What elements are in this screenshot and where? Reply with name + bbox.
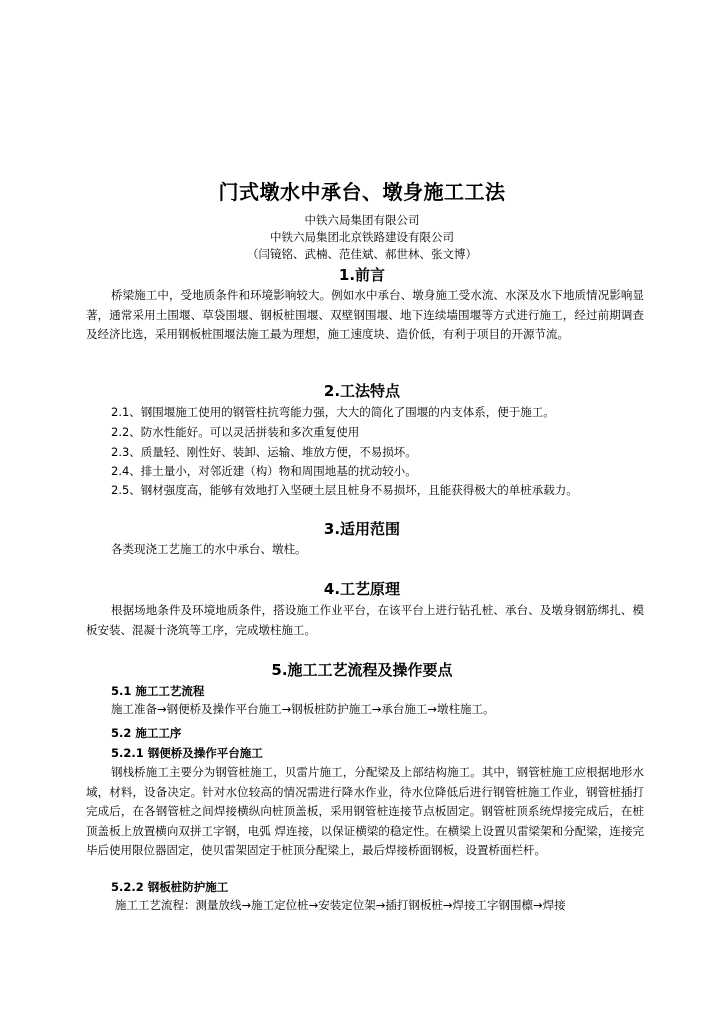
- section-heading-3: 3.适用范围: [323, 520, 401, 538]
- organization-line-1: 中铁六局集团有限公司: [304, 213, 420, 227]
- section-body-4: 根据场地条件及环境地质条件，搭设施工作业平台，在该平台上进行钻孔桩、承台、及墩身钢筋绑扎、模板安装、混凝十浇筑等工序，完成墩柱施工。: [86, 603, 644, 637]
- authors-line: （闫镜铭、武楠、范佳斌、郝世林、张文博）: [247, 247, 477, 261]
- list-item: 2.3、质量轻、刚性好、装卸、运输、堆放方便，不易损坏。: [111, 445, 417, 459]
- subsection-heading-5-2: 5.2 施工工序: [111, 726, 182, 740]
- section-heading-5: 5.施工工艺流程及操作要点: [271, 661, 453, 679]
- subsection-body-5-2-1: 钢栈桥施工主要分为钢管桩施工，贝雷片施工，分配梁及上部结构施工。其中，钢管桩施工应根据地形水域，材料，设备决定。针对水位较高的情况需进行降水作业，待水位降低后进行钢管桩施工作业，钢管桩插打完成后，在各钢管桩之间焊接横纵向桩顶盖板，采用钢管桩连接节点板固定。钢管桩顶系统焊接完成后，在桩顶盖板上放置横向双拼工字钢，电弧 焊连接，以保证横梁的稳定性。在横梁上设置贝雷梁架和分配梁，连接完毕后使用限位器固定，使贝雷架固定于桩顶分配梁上，最后焊接桥面钢板，设置桥面栏杆。: [86, 765, 644, 857]
- subsection-heading-5-2-2: 5.2.2 钢板桩防护施工: [111, 880, 229, 894]
- section-heading-1: 1.前言: [338, 266, 386, 284]
- subsection-body-5-2-2: 施工工艺流程：测量放线→施工定位桩→安装定位架→插打钢板桩→焊接工字钢围檩→焊接: [115, 898, 566, 912]
- list-item: 2.2、防水性能好。可以灵活拼装和多次重复使用: [111, 425, 360, 439]
- subsection-body-5-1: 施工准备→钢便桥及操作平台施工→钢板桩防护施工→承台施工→墩柱施工。: [111, 702, 495, 716]
- section-body-1: 桥梁施工中，受地质条件和环境影响较大。例如水中承台、墩身施工受水流、水深及水下地质情况影响显著，通常采用土围堰、草袋围堰、钢板桩围堰、双壁钢围堰、地下连续墙围堰等方式进行施工，经过前期调查及经济比选，采用钢板桩围堰法施工最为理想，施工速度块、造价低，有利于项目的开源节流。: [86, 288, 644, 341]
- section-heading-2: 2.工法特点: [323, 382, 401, 400]
- subsection-heading-5-1: 5.1 施工工艺流程: [111, 684, 205, 698]
- organization-line-2: 中铁六局集团北京铁路建设有限公司: [270, 230, 454, 244]
- list-item: 2.4、排土量小，对邻近建（构）物和周围地基的扰动较小。: [111, 464, 417, 478]
- list-item: 2.1、钢围堰施工使用的钢管柱抗弯能力强，大大的简化了围堰的内支体系，便于施工。: [111, 405, 555, 419]
- list-item: 2.5、钢材强度高，能够有效地打入坚硬土层且桩身不易损坏，且能获得极大的单桩承载力。: [111, 483, 578, 497]
- document-title: 门式墩水中承台、墩身施工工法: [218, 180, 506, 204]
- section-heading-4: 4.工艺原理: [323, 580, 401, 598]
- subsection-heading-5-2-1: 5.2.1 钢便桥及操作平台施工: [111, 746, 263, 760]
- section-body-3: 各类现浇工艺施工的水中承台、墩柱。: [111, 542, 307, 556]
